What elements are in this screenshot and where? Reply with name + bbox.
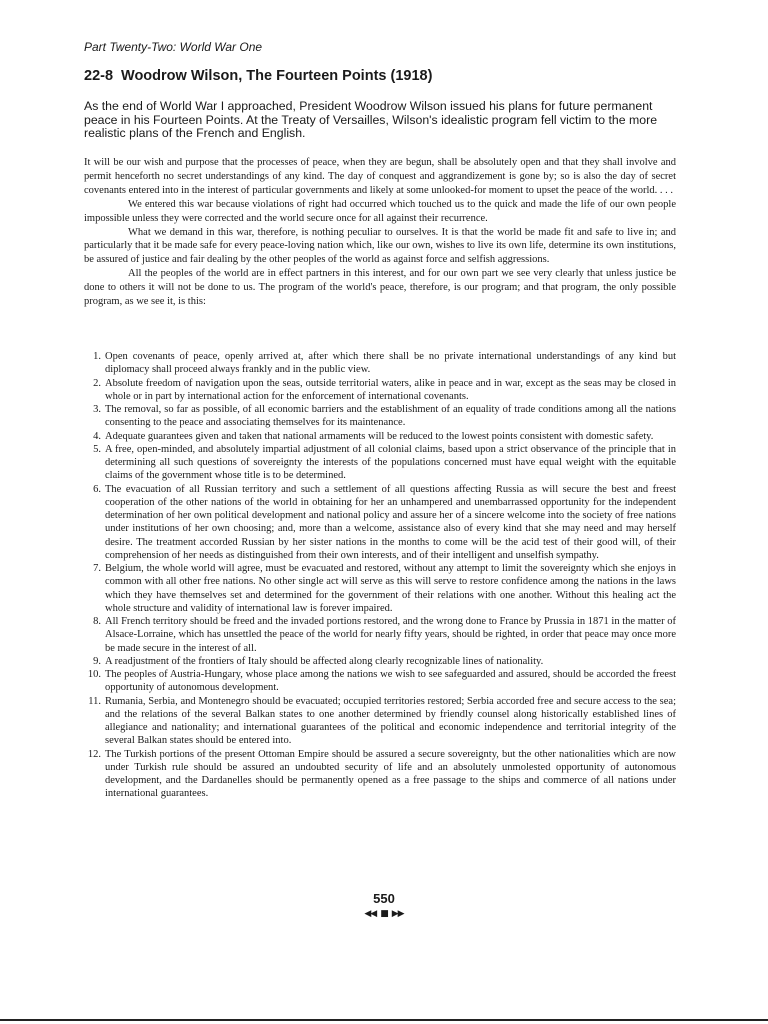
list-item — [84, 483, 676, 563]
point-text: Adequate guarantees given and taken that national armaments will be reduced to the lowest points consistent with domestic safety. — [105, 430, 654, 442]
fourteen-points-list — [84, 350, 676, 801]
point-text: Rumania, Serbia, and Montenegro should be evacuated; occupied territories restored; Serbia accorded free and secure access to the sea; and the relations of the several Balkan states to one another determined by friendly counsel along historically established lines of allegiance and nationality; and international guarantees of the political and economic independence and territorial integrity of the several Balkan states should be entered into. — [105, 695, 676, 747]
point-text: A free, open-minded, and absolutely impartial adjustment of all colonial claims, based upon a strict observance of the principle that in determining all such questions of sovereignty the interests of the populations concerned must have equal weight with the equitable claims of the government whose title is to be determined. — [105, 443, 676, 482]
point-text: All French territory should be freed and the invaded portions restored, and the wrong done to France by Prussia in 1871 in the matter of Alsace-Lorraine, which has unsettled the peace of the world for nearly fifty years, should be righted, in order that peace may once more be made secure in the interest of all. — [105, 616, 676, 654]
point-number: 12. — [87, 748, 101, 760]
next-page-icon[interactable]: ▶▶ — [391, 909, 404, 919]
page-number: 550 — [373, 891, 395, 906]
point-number: 1. — [93, 351, 101, 362]
document-number: 22-8 — [84, 68, 114, 84]
point-number: 9. — [93, 655, 101, 667]
point-text: The removal, so far as possible, of all economic barriers and the establishment of an equality of trade conditions among all the nations consenting to the peace and associating themselves for its maintenance. — [105, 404, 676, 429]
previous-page-icon[interactable]: ◀◀ — [364, 909, 377, 919]
list-item — [84, 668, 676, 695]
list-item — [84, 403, 676, 430]
list-item — [84, 748, 676, 801]
point-number: 10. — [87, 669, 101, 680]
point-number: 11. — [88, 695, 101, 707]
running-head: Part Twenty-Two: World War One — [84, 40, 263, 54]
body-text — [84, 156, 676, 309]
bottom-divider — [0, 1019, 768, 1021]
paragraph: What we demand in this war, therefore, is nothing peculiar to ourselves. It is that the world be made fit and safe to live in; and particularly that it be made safe for every peace-loving nation which, like our own, wishes to live its own life, determine its own institutions, be assured of justice and fair dealing by the other peoples of the world as against force and selfish aggressions. — [84, 226, 676, 266]
list-item — [84, 377, 676, 404]
point-number: 5. — [93, 443, 101, 455]
document-title-text: Woodrow Wilson, The Fourteen Points (1918) — [121, 68, 433, 84]
point-text: Belgium, the whole world will agree, must be evacuated and restored, without any attempt to limit the sovereignty which she enjoys in common with all other free nations. No other single act will serve as this will serve to restore confidence among the nations in the laws which they have themselves set and determined for the government of their relations with one another. Without this healing act the whole structure and validity of international law is forever impaired. — [105, 563, 676, 614]
list-item — [84, 562, 676, 615]
page-navigation — [0, 909, 768, 919]
point-text: The evacuation of all Russian territory and such a settlement of all questions affecting Russia as will secure the best and freest cooperation of the other nations of the world in obtaining for her an unhampered and unembarrassed opportunity for the independent determination of her own political development and national policy and assure her of a sincere welcome into the society of free nations under institutions of her own choosing; and, more than a welcome, assistance also of every kind that she may need and may herself desire. The treatment accorded Russian by her sister nations in the months to come will be the acid test of their good will, of their comprehension of her needs as distinguished from their own interests, and of their intelligent and unselfish sympathy. — [105, 483, 676, 561]
point-text: Absolute freedom of navigation upon the seas, outside territorial waters, alike in peace and in war, except as the seas may be closed in whole or in part by international action for the enforcement of international covenants. — [105, 377, 676, 402]
point-text: A readjustment of the frontiers of Italy should be affected along clearly recognizable lines of nationality. — [105, 655, 544, 667]
stop-icon[interactable]: ■ — [380, 909, 388, 919]
list-item — [84, 615, 676, 655]
document-title — [84, 68, 432, 84]
list-item — [84, 655, 676, 668]
point-number: 8. — [93, 616, 101, 627]
paragraph: We entered this war because violations of right had occurred which touched us to the quick and made the life of our own people impossible unless they were corrected and the world secure once for all against their recurrence. — [84, 198, 676, 224]
list-item — [84, 430, 676, 443]
point-text: The Turkish portions of the present Ottoman Empire should be assured a secure sovereignty, but the other nationalities which are now under Turkish rule should be assured an undoubted security of life and an absolutely unmolested opportunity of autonomous development, and the Dardanelles should be permanently opened as a free passage to the ships and commerce of all nations under international guarantees. — [105, 748, 676, 800]
point-number: 2. — [93, 377, 101, 389]
point-number: 3. — [93, 404, 101, 415]
point-number: 4. — [93, 430, 101, 442]
paragraph: It will be our wish and purpose that the processes of peace, when they are begun, shall be absolutely open and that they shall involve and permit henceforth no secret understandings of any kind. The day of conquest and aggrandizement is gone by; so is also the day of secret covenants entered into in the interest of particular governments and likely at some unlooked-for moment to upset the peace of the world. . . . — [84, 157, 676, 196]
list-item — [84, 350, 676, 377]
list-item — [84, 443, 676, 483]
document-intro: As the end of World War I approached, President Woodrow Wilson issued his plans for future permanent peace in his Fourteen Points. At the Treaty of Versailles, Wilson's idealistic program fell victim to the more realistic plans of the French and English. — [84, 99, 658, 140]
point-number: 6. — [93, 483, 101, 495]
paragraph: All the peoples of the world are in effect partners in this interest, and for our own part we see very clearly that unless justice be done to others it will not be done to us. The program of the world's peace, therefore, is our program; and that program, the only possible program, as we see it, is this: — [84, 268, 676, 308]
point-text: Open covenants of peace, openly arrived at, after which there shall be no private international understandings of any kind but diplomacy shall proceed always frankly and in the public view. — [105, 351, 676, 376]
list-item — [84, 695, 676, 748]
point-number: 7. — [93, 563, 101, 574]
point-text: The peoples of Austria-Hungary, whose place among the nations we wish to see safeguarded and assured, should be accorded the freest opportunity of autonomous development. — [105, 669, 676, 694]
